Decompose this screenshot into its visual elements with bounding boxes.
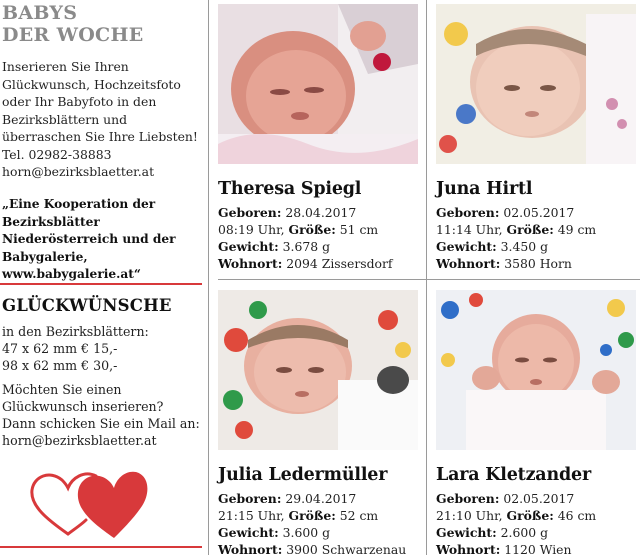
congrats-line-1: in den Bezirksblättern: — [2, 324, 149, 339]
baby-name: Julia Ledermüller — [218, 465, 388, 485]
divider-top — [0, 283, 202, 285]
page-title — [2, 2, 202, 46]
baby-card — [218, 290, 420, 555]
column-rule-middle — [426, 0, 427, 555]
baby-photo — [436, 4, 636, 164]
congrats-text — [2, 324, 202, 450]
baby-details: Geboren: 02.05.2017 21:10 Uhr, Größe: 46 cm Gewicht: 2.600 g Wohnort: 1120 Wien — [436, 491, 597, 555]
baby-photo — [436, 290, 636, 450]
cooperation-note: „Eine Kooperation der Bezirksblätter Niederösterreich und der Babygalerie, www.babygalerie.at“ — [2, 197, 176, 281]
congrats-line-2: 47 x 62 mm € 15,- — [2, 340, 118, 356]
hearts-icon — [28, 462, 150, 540]
congrats-line-3: 98 x 62 mm € 30,- — [2, 357, 118, 373]
row-rule — [218, 279, 640, 280]
phone-number: Tel. 02982-38883 — [2, 146, 112, 162]
baby-photo — [218, 4, 418, 164]
congrats-email-link[interactable]: horn@bezirksblaetter.at — [2, 432, 157, 448]
sidebar — [0, 0, 203, 555]
intro-text: Inserieren Sie Ihren Glückwunsch, Hochzeitsfoto oder Ihr Babyfoto in den Bezirksblättern und überraschen Sie Ihre Liebsten! — [2, 59, 198, 144]
congrats-question: Möchten Sie einen Glückwunsch inserieren? — [2, 382, 164, 415]
baby-name: Juna Hirtl — [436, 179, 533, 199]
congrats-title: GLÜCKWÜNSCHE — [2, 296, 172, 315]
title-line-2: DER WOCHE — [2, 24, 144, 46]
baby-card — [436, 290, 638, 555]
intro-block — [2, 58, 200, 181]
divider-bottom — [0, 546, 202, 548]
baby-details: Geboren: 28.04.2017 08:19 Uhr, Größe: 51 cm Gewicht: 3.678 g Wohnort: 2094 Zissersdorf — [218, 205, 393, 271]
baby-card — [218, 4, 420, 272]
baby-name: Theresa Spiegl — [218, 179, 362, 199]
baby-card — [436, 4, 638, 272]
baby-details: Geboren: 29.04.2017 21:15 Uhr, Größe: 52 cm Gewicht: 3.600 g Wohnort: 3900 Schwarzenau — [218, 491, 407, 555]
column-rule-left — [208, 0, 209, 555]
baby-name: Lara Kletzander — [436, 465, 591, 485]
baby-photo — [218, 290, 418, 450]
title-line-1: BABYS — [2, 2, 78, 24]
congrats-cta: Dann schicken Sie ein Mail an: — [2, 415, 200, 431]
baby-details: Geboren: 02.05.2017 11:14 Uhr, Größe: 49 cm Gewicht: 3.450 g Wohnort: 3580 Horn — [436, 205, 597, 271]
email-link[interactable]: horn@bezirksblaetter.at — [2, 164, 155, 179]
